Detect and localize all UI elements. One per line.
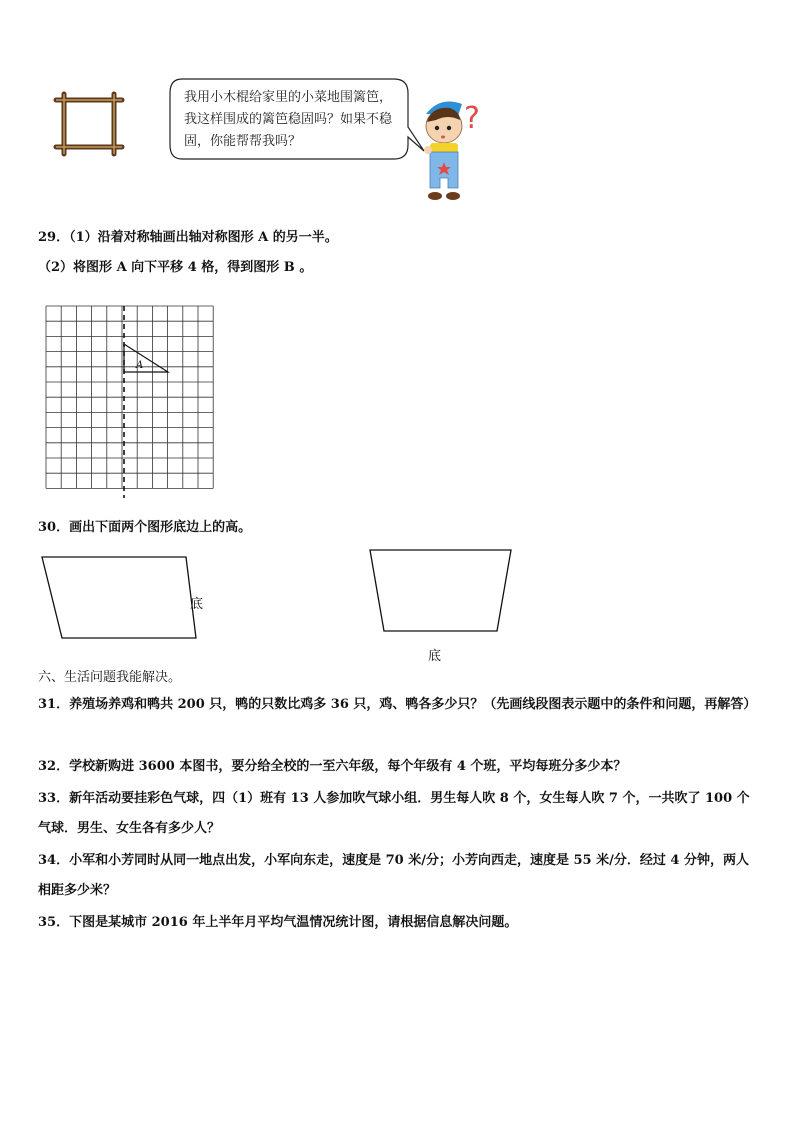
figure-a-label: A bbox=[136, 360, 144, 371]
question-35: 35．下图是某城市 2016 年上半年月平均气温情况统计图，请根据信息解决问题。 bbox=[38, 915, 518, 930]
question-29-line-1: 29．（1）沿着对称轴画出轴对称图形 A 的另一半。 bbox=[38, 230, 338, 245]
grid-figure bbox=[46, 306, 216, 498]
question-30: 30．画出下面两个图形底边上的高。 bbox=[38, 520, 252, 535]
question-33: 33．新年活动要挂彩色气球，四（1）班有 13 人参加吹气球小组．男生每人吹 8 个，女生每人吹 7 个，一共吹了 100 个气球．男生、女生各有多少人？ bbox=[38, 791, 750, 836]
question-34: 34．小军和小芳同时从同一地点出发，小军向东走，速度是 70 米/分；小芳向西走，速度是 55 米/分．经过 4 分钟，两人相距多少米？ bbox=[38, 853, 749, 898]
parallelogram-base-label: 底 bbox=[190, 597, 204, 612]
question-31: 31．养殖场养鸡和鸭共 200 只，鸭的只数比鸡多 36 只，鸡、鸭各多少只？（先画线段图表示题中的条件和问题，再解答） bbox=[38, 697, 757, 712]
speech-bubble-text: 我用小木棍给家里的小菜地围篱笆，我这样围成的篱笆稳固吗？如果不稳固，你能帮帮我吗？ bbox=[184, 90, 393, 149]
section-6-title: 六、生活问题我能解决。 bbox=[38, 670, 182, 685]
question-32: 32．学校新购进 3600 本图书，要分给全校的一至六年级，每个年级有 4 个班，平均每班分多少本？ bbox=[38, 759, 627, 774]
question-mark: ? bbox=[464, 101, 480, 136]
trapezoid-base-label: 底 bbox=[428, 649, 442, 664]
boy-thinking-icon bbox=[418, 92, 490, 214]
parallelogram-figure bbox=[40, 555, 200, 641]
figure-a-half bbox=[124, 344, 168, 372]
question-29-line-2: （2）将图形 A 向下平移 4 格，得到图形 B 。 bbox=[38, 260, 313, 275]
trapezoid-figure bbox=[368, 548, 514, 634]
stick-fence-figure bbox=[50, 92, 130, 156]
